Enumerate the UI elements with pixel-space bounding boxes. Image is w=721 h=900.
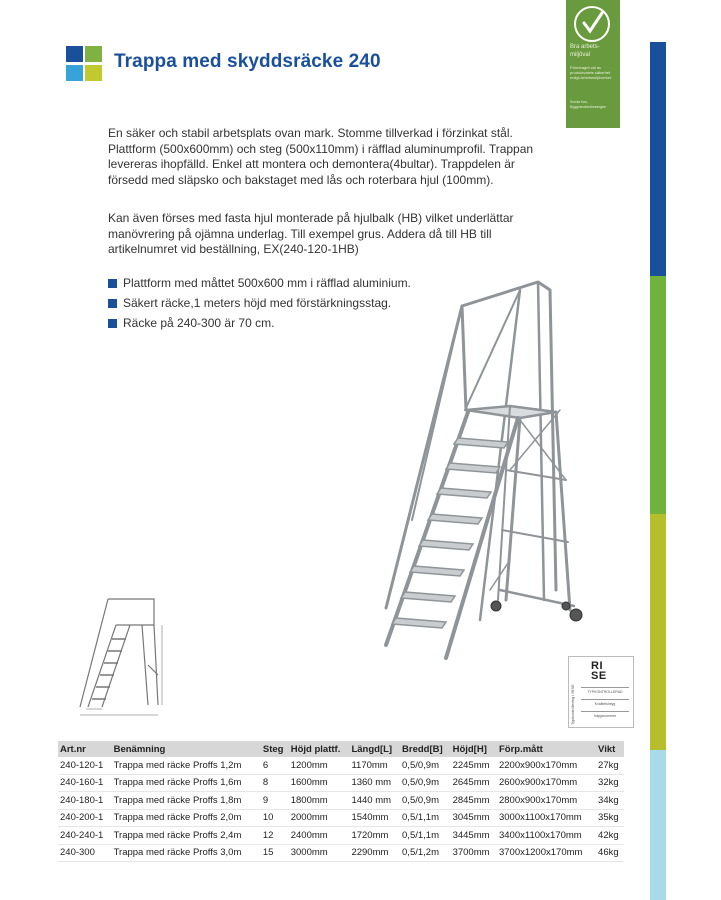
bullet-square-icon (108, 279, 117, 288)
checkmark-icon (574, 6, 610, 42)
table-cell: 32kg (596, 774, 624, 792)
technical-diagram (72, 595, 182, 723)
feature-bullet (108, 276, 411, 291)
table-cell: Trappa med räcke Proffs 2,4m (112, 827, 261, 845)
table-cell: 6 (261, 757, 289, 774)
spec-table (58, 741, 624, 862)
side-bar-light-blue (650, 750, 666, 900)
table-cell: 0,5/0,9m (400, 792, 451, 810)
table-cell: 0,5/1,2m (400, 844, 451, 862)
table-row (58, 792, 624, 810)
col-header: Förp.mått (497, 741, 596, 757)
table-cell: 1360 mm (349, 774, 400, 792)
table-cell: 2200x900x170mm (497, 757, 596, 774)
intro-paragraph: En säker och stabil arbetsplats ovan mark. Stomme tillverkad i förzinkat stål. Plattform (500x600mm) och steg (500x110mm) i räfflad aluminumprofil. Trappan levereras ihopfälld. Enkel att montera och demontera(4bultar). Trappdelen är försedd med släpsko och bakstaget med lås och roterbara hjul (100mm). (108, 126, 534, 187)
rise-row: Intygsnummer (581, 711, 629, 718)
col-header: Steg (261, 741, 289, 757)
table-row (58, 774, 624, 792)
bullet-text: Säkert räcke,1 meters höjd med förstärkningsstag. (123, 296, 392, 310)
table-cell: 1170mm (349, 757, 400, 774)
table-cell: 240-300 (58, 844, 112, 862)
table-cell: 1600mm (289, 774, 350, 792)
table-cell: 3700x1200x170mm (497, 844, 596, 862)
table-cell: 240-120-1 (58, 757, 112, 774)
table-cell: 0,5/0,9m (400, 774, 451, 792)
brand-logo (66, 46, 104, 82)
table-cell: 240-200-1 (58, 809, 112, 827)
rise-row: Kvalitetsintyg (581, 699, 629, 706)
wheel-option-paragraph: Kan även förses med fasta hjul monterade på hjulbalk (HB) vilket underlättar manövrering på ojämna underlag. Till exempel grus. Addera då till HB till artikelnumret vid beställning, EX(240-120-1HB) (108, 211, 514, 256)
table-cell: 240-160-1 (58, 774, 112, 792)
table-cell: 42kg (596, 827, 624, 845)
col-header: Höjd[H] (451, 741, 497, 757)
table-cell: 2400mm (289, 827, 350, 845)
table-cell: Trappa med räcke Proffs 2,0m (112, 809, 261, 827)
badge-footer: Sunda hus, Byggvarubedömningen (570, 100, 606, 109)
table-cell: 0,5/0,9m (400, 757, 451, 774)
table-row (58, 757, 624, 774)
table-cell: 15 (261, 844, 289, 862)
page-title: Trappa med skyddsräcke 240 (114, 51, 381, 72)
table-cell: 1540mm (349, 809, 400, 827)
feature-bullet (108, 316, 274, 331)
table-cell: 8 (261, 774, 289, 792)
table-cell: 3000x1100x170mm (497, 809, 596, 827)
side-bar-green (650, 276, 666, 514)
table-cell: 2000mm (289, 809, 350, 827)
table-cell: 27kg (596, 757, 624, 774)
table-cell: 3000mm (289, 844, 350, 862)
table-cell: 2645mm (451, 774, 497, 792)
table-cell: 1800mm (289, 792, 350, 810)
table-header-row (58, 741, 624, 757)
table-cell: 0,5/1,1m (400, 827, 451, 845)
bullet-square-icon (108, 319, 117, 328)
approval-badge (566, 0, 620, 128)
table-cell: 2845mm (451, 792, 497, 810)
table-cell: 2600x900x170mm (497, 774, 596, 792)
table-cell: 1720mm (349, 827, 400, 845)
table-cell: 240-240-1 (58, 827, 112, 845)
rise-certification-stamp (568, 656, 634, 728)
table-cell: 9 (261, 792, 289, 810)
bullet-square-icon (108, 299, 117, 308)
col-header: Höjd plattf. (289, 741, 350, 757)
col-header: Längd[L] (349, 741, 400, 757)
table-cell: 2245mm (451, 757, 497, 774)
bullet-text: Räcke på 240-300 är 70 cm. (123, 316, 275, 330)
table-row (58, 844, 624, 862)
badge-text: Föredraget val av produktvalets säkerhet enligt Arbetsmiljöverket (570, 65, 612, 80)
table-cell: Trappa med räcke Proffs 1,6m (112, 774, 261, 792)
table-cell: 3445mm (451, 827, 497, 845)
rise-logo: RI SE (591, 660, 607, 682)
side-bar-blue (650, 42, 666, 276)
col-header: Vikt (596, 741, 624, 757)
table-cell: 240-180-1 (58, 792, 112, 810)
rise-row: TYPKONTROLLERAD (581, 687, 629, 694)
rise-side-text: Typkontrollering i RISE (570, 684, 575, 725)
table-cell: Trappa med räcke Proffs 1,8m (112, 792, 261, 810)
table-cell: 1440 mm (349, 792, 400, 810)
table-cell: 35kg (596, 809, 624, 827)
col-header: Art.nr (58, 741, 112, 757)
col-header: Bredd[B] (400, 741, 451, 757)
feature-bullet (108, 296, 391, 311)
table-cell: 10 (261, 809, 289, 827)
table-cell: 3700mm (451, 844, 497, 862)
bullet-text: Plattform med måttet 500x600 mm i räfflad aluminium. (123, 276, 411, 290)
table-cell: 3045mm (451, 809, 497, 827)
table-row (58, 809, 624, 827)
table-cell: 12 (261, 827, 289, 845)
table-cell: Trappa med räcke Proffs 1,2m (112, 757, 261, 774)
table-cell: 46kg (596, 844, 624, 862)
side-bar-olive (650, 514, 666, 750)
table-cell: 2800x900x170mm (497, 792, 596, 810)
table-cell: 0,5/1,1m (400, 809, 451, 827)
badge-title: Bra arbets-miljöval (570, 44, 600, 58)
table-cell: 1200mm (289, 757, 350, 774)
table-row (58, 827, 624, 845)
table-cell: 3400x1100x170mm (497, 827, 596, 845)
table-cell: 34kg (596, 792, 624, 810)
col-header: Benämning (112, 741, 261, 757)
table-cell: 2290mm (349, 844, 400, 862)
product-photo-ladder (370, 270, 600, 662)
table-cell: Trappa med räcke Proffs 3,0m (112, 844, 261, 862)
